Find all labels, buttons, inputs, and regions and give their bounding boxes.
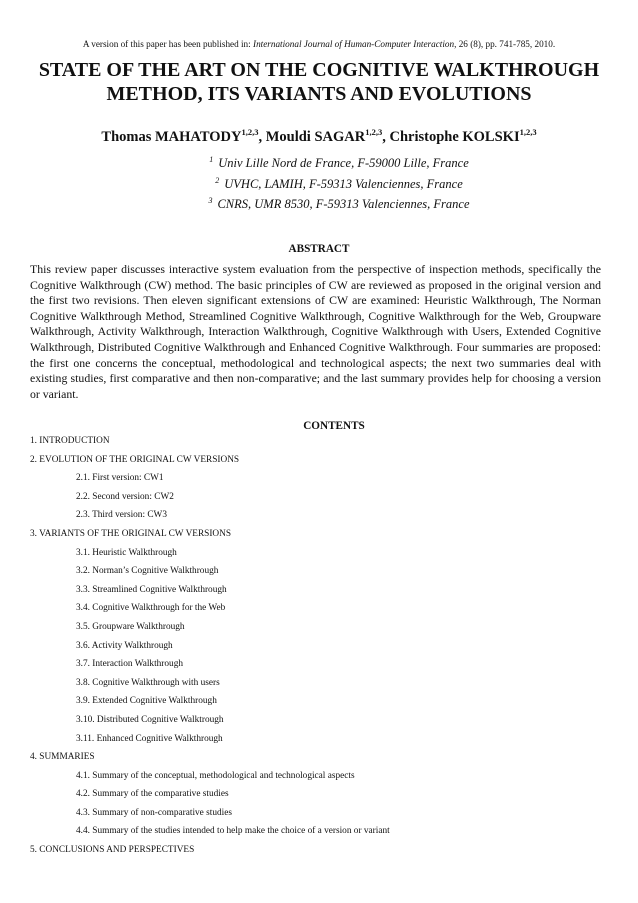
author-name: Thomas MAHATODY xyxy=(101,129,242,145)
contents-heading: CONTENTS xyxy=(303,420,365,432)
author-separator: , xyxy=(382,129,390,145)
publication-note-suffix: , 26 (8), pp. 741-785, 2010. xyxy=(454,39,556,49)
toc-subsection-entry: 3.7. Interaction Walkthrough xyxy=(76,659,184,670)
toc-subsection-entry: 3.11. Enhanced Cognitive Walkthrough xyxy=(76,733,223,744)
affiliation-number: 1 xyxy=(209,155,214,164)
affiliation xyxy=(0,174,638,195)
toc-subsection-entry: 4.4. Summary of the studies intended to help make the choice of a version or variant xyxy=(76,826,390,837)
toc-section-entry: 4. SUMMARIES xyxy=(30,752,95,763)
author xyxy=(266,129,390,145)
author xyxy=(389,129,536,145)
toc-section-entry: 2. EVOLUTION OF THE ORIGINAL CW VERSIONS xyxy=(30,454,240,465)
toc-section-entry: 5. CONCLUSIONS AND PERSPECTIVES xyxy=(30,845,195,856)
toc-subsection-entry: 3.3. Streamlined Cognitive Walkthrough xyxy=(76,584,227,595)
toc-subsection-entry: 3.1. Heuristic Walkthrough xyxy=(76,547,177,558)
toc-subsection-entry: 4.1. Summary of the conceptual, methodological and technological aspects xyxy=(76,770,355,781)
toc-subsection-entry: 2.2. Second version: CW2 xyxy=(76,491,174,502)
affiliation xyxy=(0,194,638,215)
toc-subsection-entry: 3.10. Distributed Cognitive Walktrough xyxy=(76,714,224,725)
publication-note-prefix: A version of this paper has been published in: xyxy=(82,39,254,49)
table-of-contents xyxy=(30,432,608,860)
paper-title: STATE OF THE ART ON THE COGNITIVE WALKTHROUGH METHOD, ITS VARIANTS AND EVOLUTIONS xyxy=(38,59,600,105)
affiliation-text: Univ Lille Nord de France, F-59000 Lille, France xyxy=(218,156,469,170)
toc-section-entry: 1. INTRODUCTION xyxy=(30,436,110,446)
toc-subsection-entry: 3.6. Activity Walkthrough xyxy=(76,640,173,651)
publication-note xyxy=(0,38,638,50)
toc-subsection-entry: 3.5. Groupware Walkthrough xyxy=(76,621,185,632)
author-name: Christophe KOLSKI xyxy=(389,129,520,145)
toc-subsection-entry: 3.4. Cognitive Walkthrough for the Web xyxy=(76,603,226,614)
author-affiliation-marks: 1,2,3 xyxy=(519,127,537,137)
author-list xyxy=(0,128,638,146)
affiliation-number: 2 xyxy=(215,175,220,185)
journal-name: International Journal of Human-Computer Interaction xyxy=(253,39,455,49)
abstract-heading: ABSTRACT xyxy=(288,243,350,255)
affiliation-text: UVHC, LAMIH, F-59313 Valenciennes, France xyxy=(224,176,463,191)
toc-subsection-entry: 4.3. Summary of non-comparative studies xyxy=(76,807,232,818)
author-name: Mouldi SAGAR xyxy=(265,129,366,145)
abstract-text: This review paper discusses interactive system evaluation from the perspective of inspection methods, specifically the Cognitive Walkthrough (CW) method. The basic principles of CW are reviewed as proposed in the original version and the first two revisions. Then eleven significant extensions of CW are examined: Heuristic Walkthrough, The Norman Cognitive Walkthrough Method, Streamlined Cognitive Walkthrough, Cognitive Walkthrough for the Web, Groupware Walkthrough, Activity Walkthrough, Interaction Walkthrough, Cognitive Walkthrough with Users, Extended Cognitive Walkthrough, Distributed Cognitive Walkthrough and Enhanced Cognitive Walkthrough. Four summaries are proposed: the first one concerns the conceptual, methodological and technological aspects; the next two summaries deal with existing studies, first comparative and then non-comparative; and the last summary provides help for choosing a version or variant. xyxy=(30,262,601,401)
toc-subsection-entry: 3.2. Norman’s Cognitive Walkthrough xyxy=(76,566,219,577)
affiliation-text: CNRS, UMR 8530, F-59313 Valenciennes, France xyxy=(217,197,470,211)
toc-subsection-entry: 4.2. Summary of the comparative studies xyxy=(76,789,229,800)
toc-section-entry: 3. VARIANTS OF THE ORIGINAL CW VERSIONS xyxy=(30,528,232,539)
affiliation xyxy=(0,153,638,174)
affiliation-list xyxy=(0,153,638,215)
toc-subsection-entry: 3.8. Cognitive Walkthrough with users xyxy=(76,677,220,688)
affiliation-number: 3 xyxy=(208,196,213,205)
author xyxy=(101,129,265,145)
toc-subsection-entry: 2.3. Third version: CW3 xyxy=(76,510,167,521)
toc-subsection-entry: 2.1. First version: CW1 xyxy=(76,473,164,484)
toc-subsection-entry: 3.9. Extended Cognitive Walkthrough xyxy=(76,696,217,707)
author-affiliation-marks: 1,2,3 xyxy=(241,127,259,137)
author-separator: , xyxy=(258,129,266,145)
author-affiliation-marks: 1,2,3 xyxy=(365,127,383,137)
